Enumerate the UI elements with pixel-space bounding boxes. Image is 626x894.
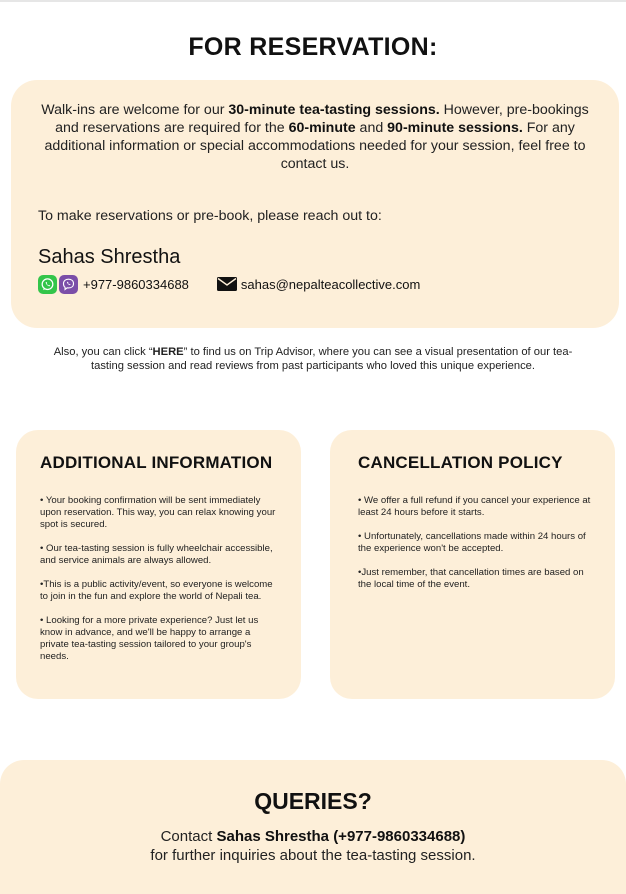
- list-item: • Our tea-tasting session is fully wheelchair accessible, and service animals are always allowed.: [40, 543, 273, 566]
- reservation-title: FOR RESERVATION:: [188, 33, 438, 61]
- viber-icon[interactable]: [59, 275, 78, 294]
- tripadvisor-link[interactable]: HERE: [152, 346, 184, 358]
- cancellation-policy-list: [358, 495, 598, 603]
- contact-phone[interactable]: +977-9860334688: [83, 276, 189, 292]
- reservation-intro: Walk-ins are welcome for our 30-minute tea-tasting sessions. However, pre-bookings and reservations are required for the 60-minute and 90-minute sessions. For any additional information or special accommodations needed for your session, feel free to contact us.: [41, 102, 589, 172]
- list-item: •Just remember, that cancellation times are based on the local time of the event.: [358, 567, 584, 590]
- queries-title: QUERIES?: [254, 788, 372, 814]
- envelope-icon: [217, 277, 237, 291]
- cancellation-policy-card: [330, 430, 615, 699]
- queries-text: Contact Sahas Shrestha (+977-9860334688) for further inquiries about the tea-tasting session.: [150, 828, 476, 864]
- queries-contact: Sahas Shrestha (+977-9860334688): [216, 828, 466, 845]
- email-contact[interactable]: [217, 277, 420, 292]
- tripadvisor-text: Also, you can click “HERE” to find us on Trip Advisor, where you can see a visual presentation of our tea-tasting session and read reviews from past participants who loved this unique experience.: [53, 346, 573, 372]
- additional-info-heading: ADDITIONAL INFORMATION: [40, 453, 273, 472]
- contact-email[interactable]: sahas@nepalteacollective.com: [240, 276, 421, 292]
- contact-row: [38, 274, 420, 294]
- queries-section: [0, 760, 626, 894]
- additional-info-list: [40, 495, 280, 675]
- whatsapp-icon[interactable]: [38, 275, 57, 294]
- list-item: • Unfortunately, cancellations made within 24 hours of the experience won't be accepted.: [358, 531, 586, 554]
- list-item: •This is a public activity/event, so everyone is welcome to join in the fun and explore the world of Nepali tea.: [40, 579, 273, 602]
- list-item: • Looking for a more private experience? Just let us know in advance, and we'll be happy to arrange a private tea-tasting session tailored to your group's needs.: [40, 615, 259, 662]
- reach-out-text: To make reservations or pre-book, please reach out to:: [38, 208, 382, 224]
- contact-name: Sahas Shrestha: [38, 246, 181, 268]
- top-divider: [0, 0, 626, 2]
- list-item: • Your booking confirmation will be sent immediately upon reservation. This way, you can relax knowing your spot is secured.: [40, 495, 276, 530]
- reservation-card: [11, 80, 619, 328]
- additional-info-card: [16, 430, 301, 699]
- list-item: • We offer a full refund if you cancel your experience at least 24 hours before it starts.: [358, 495, 591, 518]
- cancellation-policy-heading: CANCELLATION POLICY: [358, 453, 563, 472]
